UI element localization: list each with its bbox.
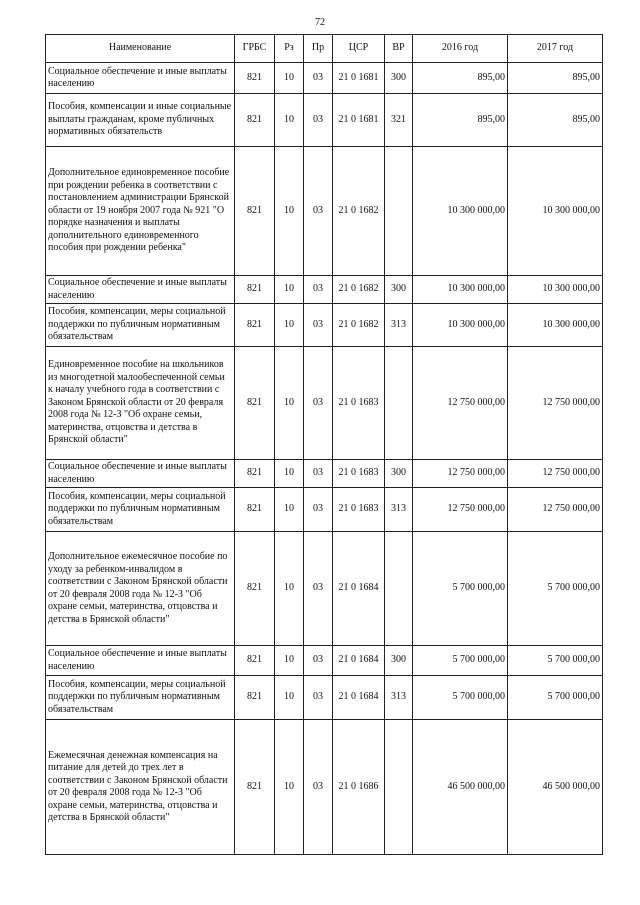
cell-rz: 10: [275, 276, 304, 304]
table-row: [46, 720, 603, 855]
cell-name: Социальное обеспечение и иные выплаты населению: [46, 276, 235, 304]
cell-grbs: 821: [235, 720, 275, 855]
cell-y2017: 895,00: [508, 63, 603, 94]
cell-name: Пособия, компенсации и иные социальные выплаты гражданам, кроме публичных нормативных обязательств: [46, 94, 235, 147]
cell-grbs: 821: [235, 347, 275, 460]
cell-csr: 21 0 1681: [333, 94, 385, 147]
header-rz: Рз: [275, 35, 304, 63]
cell-csr: 21 0 1684: [333, 532, 385, 646]
cell-grbs: 821: [235, 63, 275, 94]
table-header-row: [46, 35, 603, 63]
cell-y2017: 12 750 000,00: [508, 460, 603, 488]
cell-y2017: 46 500 000,00: [508, 720, 603, 855]
header-pr: Пр: [304, 35, 333, 63]
cell-y2016: 10 300 000,00: [413, 304, 508, 347]
table-row: [46, 63, 603, 94]
header-vr: ВР: [385, 35, 413, 63]
cell-pr: 03: [304, 147, 333, 276]
cell-name: Пособия, компенсации, меры социальной поддержки по публичным нормативным обязательствам: [46, 304, 235, 347]
cell-vr: 313: [385, 676, 413, 720]
cell-rz: 10: [275, 488, 304, 532]
cell-y2016: 5 700 000,00: [413, 532, 508, 646]
cell-vr: 313: [385, 304, 413, 347]
cell-vr: 321: [385, 94, 413, 147]
cell-name: Социальное обеспечение и иные выплаты населению: [46, 646, 235, 676]
cell-vr: [385, 532, 413, 646]
cell-y2017: 10 300 000,00: [508, 276, 603, 304]
cell-y2016: 5 700 000,00: [413, 646, 508, 676]
cell-pr: 03: [304, 488, 333, 532]
cell-rz: 10: [275, 532, 304, 646]
cell-csr: 21 0 1683: [333, 460, 385, 488]
cell-csr: 21 0 1681: [333, 63, 385, 94]
cell-y2016: 10 300 000,00: [413, 147, 508, 276]
page-number: 72: [315, 17, 325, 28]
cell-pr: 03: [304, 347, 333, 460]
cell-grbs: 821: [235, 304, 275, 347]
cell-rz: 10: [275, 347, 304, 460]
table-body: [46, 63, 603, 855]
cell-rz: 10: [275, 646, 304, 676]
cell-grbs: 821: [235, 94, 275, 147]
cell-y2016: 5 700 000,00: [413, 676, 508, 720]
cell-name: Дополнительное единовременное пособие при рождении ребенка в соответствии с постановлением администрации Брянской области от 19 ноября 2007 года № 921 "О порядке назначения и выплаты дополнительного единовременного пособия при рождении ребенка": [46, 147, 235, 276]
cell-vr: [385, 147, 413, 276]
cell-grbs: 821: [235, 676, 275, 720]
cell-pr: 03: [304, 304, 333, 347]
header-2016: 2016 год: [413, 35, 508, 63]
cell-y2016: 10 300 000,00: [413, 276, 508, 304]
cell-name: Пособия, компенсации, меры социальной поддержки по публичным нормативным обязательствам: [46, 676, 235, 720]
cell-rz: 10: [275, 460, 304, 488]
cell-y2016: 895,00: [413, 94, 508, 147]
cell-vr: [385, 347, 413, 460]
table-row: [46, 460, 603, 488]
cell-grbs: 821: [235, 147, 275, 276]
table-row: [46, 532, 603, 646]
header-grbs: ГРБС: [235, 35, 275, 63]
cell-pr: 03: [304, 720, 333, 855]
cell-y2017: 10 300 000,00: [508, 304, 603, 347]
cell-csr: 21 0 1682: [333, 147, 385, 276]
table-row: [46, 94, 603, 147]
cell-y2017: 12 750 000,00: [508, 347, 603, 460]
cell-pr: 03: [304, 646, 333, 676]
cell-y2017: 895,00: [508, 94, 603, 147]
table-row: [46, 646, 603, 676]
cell-rz: 10: [275, 63, 304, 94]
cell-pr: 03: [304, 676, 333, 720]
cell-rz: 10: [275, 676, 304, 720]
cell-name: Ежемесячная денежная компенсация на питание для детей до трех лет в соответствии с Законом Брянской области от 20 февраля 2008 года № 12-З "Об охране семьи, материнства, отцовства и детства в Брянской области": [46, 720, 235, 855]
cell-grbs: 821: [235, 532, 275, 646]
cell-grbs: 821: [235, 276, 275, 304]
table-row: [46, 488, 603, 532]
cell-y2017: 5 700 000,00: [508, 532, 603, 646]
cell-grbs: 821: [235, 488, 275, 532]
cell-csr: 21 0 1682: [333, 304, 385, 347]
cell-grbs: 821: [235, 460, 275, 488]
cell-pr: 03: [304, 532, 333, 646]
cell-vr: 300: [385, 460, 413, 488]
cell-pr: 03: [304, 276, 333, 304]
cell-rz: 10: [275, 720, 304, 855]
cell-csr: 21 0 1684: [333, 676, 385, 720]
cell-pr: 03: [304, 94, 333, 147]
cell-vr: 313: [385, 488, 413, 532]
cell-name: Социальное обеспечение и иные выплаты населению: [46, 460, 235, 488]
cell-y2016: 46 500 000,00: [413, 720, 508, 855]
cell-y2017: 12 750 000,00: [508, 488, 603, 532]
table-row: [46, 676, 603, 720]
cell-csr: 21 0 1683: [333, 347, 385, 460]
cell-y2017: 10 300 000,00: [508, 147, 603, 276]
cell-csr: 21 0 1686: [333, 720, 385, 855]
cell-vr: 300: [385, 276, 413, 304]
cell-name: Дополнительное ежемесячное пособие по уходу за ребенком-инвалидом в соответствии с Законом Брянской области от 20 февраля 2008 года № 12-З "Об охране семьи, материнства, отцовства и детства в Брянской области": [46, 532, 235, 646]
cell-grbs: 821: [235, 646, 275, 676]
cell-vr: 300: [385, 63, 413, 94]
table-row: [46, 276, 603, 304]
cell-name: Единовременное пособие на школьников из многодетной малообеспеченной семьи к началу учебного года в соответствии с Законом Брянской области от 20 февраля 2008 года № 12-З "Об охране семьи, материнства, отцовства и детства в Брянской области": [46, 347, 235, 460]
header-name: Наименование: [46, 35, 235, 63]
cell-csr: 21 0 1682: [333, 276, 385, 304]
cell-y2016: 12 750 000,00: [413, 347, 508, 460]
cell-vr: [385, 720, 413, 855]
cell-rz: 10: [275, 94, 304, 147]
cell-name: Пособия, компенсации, меры социальной поддержки по публичным нормативным обязательствам: [46, 488, 235, 532]
cell-y2016: 12 750 000,00: [413, 460, 508, 488]
cell-y2017: 5 700 000,00: [508, 646, 603, 676]
cell-rz: 10: [275, 147, 304, 276]
cell-rz: 10: [275, 304, 304, 347]
cell-y2016: 895,00: [413, 63, 508, 94]
cell-y2017: 5 700 000,00: [508, 676, 603, 720]
table-row: [46, 304, 603, 347]
cell-vr: 300: [385, 646, 413, 676]
header-2017: 2017 год: [508, 35, 603, 63]
table-row: [46, 147, 603, 276]
cell-pr: 03: [304, 63, 333, 94]
cell-pr: 03: [304, 460, 333, 488]
cell-name: Социальное обеспечение и иные выплаты населению: [46, 63, 235, 94]
budget-table: [45, 34, 603, 855]
cell-csr: 21 0 1683: [333, 488, 385, 532]
header-csr: ЦСР: [333, 35, 385, 63]
table-row: [46, 347, 603, 460]
cell-y2016: 12 750 000,00: [413, 488, 508, 532]
cell-csr: 21 0 1684: [333, 646, 385, 676]
